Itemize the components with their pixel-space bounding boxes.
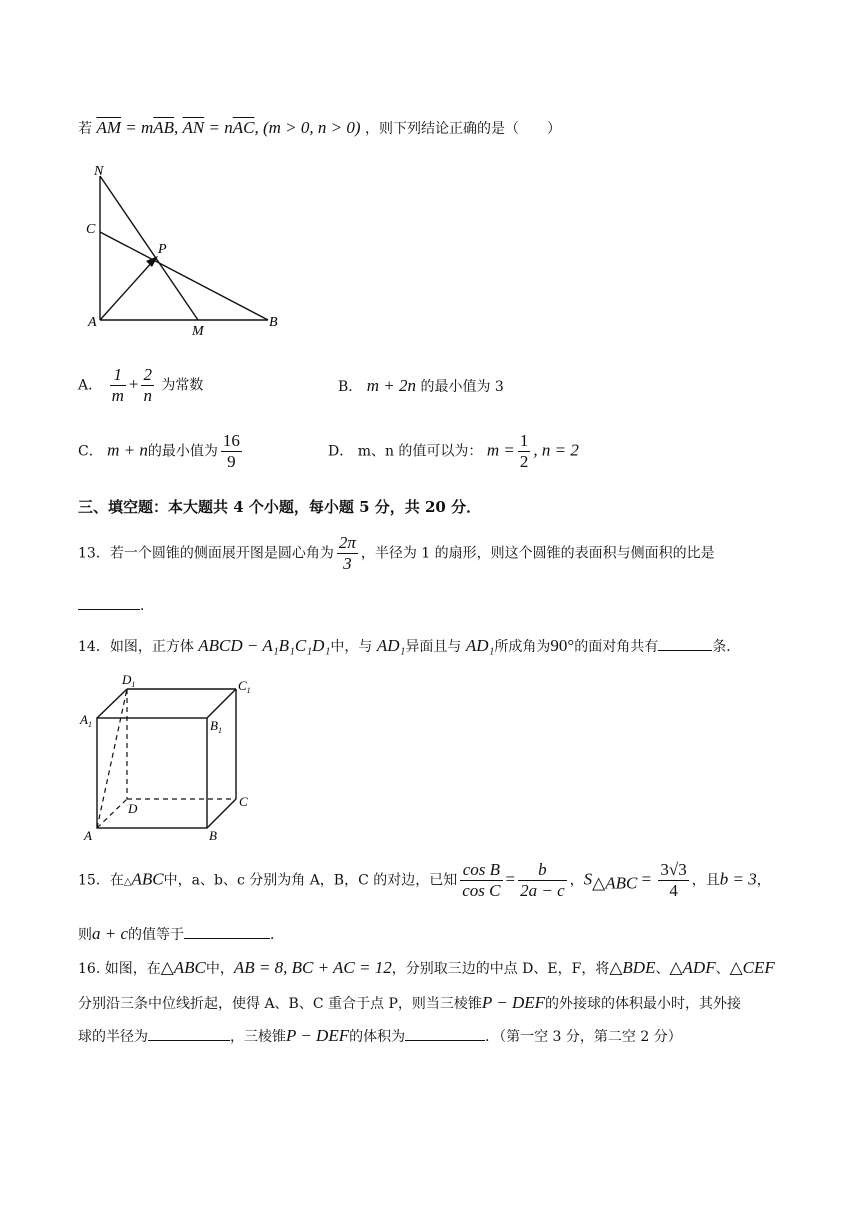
vector-am: $\overline{AM}$ [96,118,121,137]
q14-segment: AD₁ [465,636,495,655]
option-math: , n = 2 [533,440,579,460]
svg-text:D1 [121,672,135,689]
q14-text: 14．如图，正方体 [78,639,194,655]
label-b: B [209,828,217,843]
q14-text: 中，与 [330,639,373,655]
subscript: 1 [131,680,136,689]
q16-math: △ABC [160,958,206,977]
label-d1: D [122,672,132,687]
fraction: $\frac{3√3}{4}$ [660,860,687,900]
question-15: 15．在△ABC中，a、b、c 分别为角 A，B，C 的对边，已知 $\frac{\text{cos B}}{\text{cos C}}$ = $\frac{b}{2a - c}$ ，$S_{\triangle ABC}$ = $\frac{3√3}{4}$ ，且b = 3， [78,860,771,900]
q12-option-d [328,431,579,472]
q14-text: 的面对角共有 [574,639,659,655]
label-p: P [158,242,167,257]
q12-triangle-figure [80,160,290,340]
q12-stem-prefix: 若 [78,121,92,137]
q15-text: 的值等于 [128,927,185,943]
question-16-line-2 [78,993,741,1013]
vector-an: $\overline{AN}$ [182,118,205,137]
q16-math: △CEF [729,958,775,977]
fraction: $\frac{16}{9}$ [222,431,240,471]
q16-text: 球的半径为 [78,1029,148,1045]
option-label: D． [328,443,354,460]
q14-cube-figure [78,672,258,844]
triangle-symbol: △ [123,876,132,888]
label-b1: B [210,718,218,733]
answer-blank[interactable] [184,937,270,939]
fraction: $\frac{2}{n}$ [143,365,152,405]
question-13 [78,533,715,574]
q14-segment: AD₁ [376,636,406,655]
q16-text: 的体积为 [349,1029,406,1045]
fraction: $\frac{1}{m}$ [111,365,124,405]
q16-math: P − DEF [286,1026,350,1045]
q14-text: 异面且与 [405,639,462,655]
q15-text: ， [569,872,584,889]
subscript: 1 [217,726,222,735]
q12-stem-suffix: ，则下列结论正确的是（ ） [364,121,561,137]
question-16-line-1 [78,958,775,978]
answer-blank[interactable] [658,649,712,651]
q16-text: 分别沿三条中位线折起，使得 A、B、C 重合于点 P，则当三棱锥 [78,996,482,1012]
fraction: $\frac{1}{2}$ [519,431,529,471]
area-symbol: S [583,869,593,889]
option-text: m、n 的值可以为： [357,443,483,460]
q16-text: ．（第一空 3 分，第二空 2 分） [485,1029,682,1045]
label-n: N [94,164,104,179]
label-d: D [128,801,138,816]
section-heading: 三、填空题：本大题共 4 个小题，每小题 5 分，共 20 分． [78,498,482,516]
option-label: C． [78,443,103,460]
q15-line-2 [78,924,284,944]
label-b: B [269,315,278,330]
q15-math: b = 3 [719,869,757,889]
equals-sign: = [505,869,516,889]
q14-angle: 90° [550,636,575,655]
option-math: m + 2n [366,376,416,395]
option-math: m = [486,440,515,460]
option-text: 为常数 [161,377,204,394]
q15-math: ABC [131,869,164,889]
svg-text:B1 [210,718,222,735]
fraction: $\frac{2\pi}{3}$ [338,533,356,573]
q12-math: = m [121,118,154,137]
question-14 [78,636,740,656]
q13-end: ． [140,598,154,614]
label-c: C [86,222,96,237]
q12-condition: , (m > 0, n > 0) [254,118,361,137]
vector-ac: $\overline{AC}$ [232,118,255,137]
q12-stem [78,118,561,138]
q15-math: a + c [92,924,129,943]
plus-sign: + [128,374,139,394]
subscript: 1 [246,686,251,695]
q13-suffix: ，半径为 1 的扇形，则这个圆锥的表面积与侧面积的比是 [360,545,715,562]
option-label: A． [78,377,103,394]
svg-text:A1 [79,712,92,729]
q15-text: 15．在 [78,872,124,889]
area-subscript: △ABC [592,873,638,893]
option-label: B． [338,379,363,395]
q14-text: 条． [712,639,741,655]
answer-blank[interactable] [405,1039,485,1041]
fraction: $\frac{b}{2a - c}$ [520,860,565,900]
q16-text: ，分别取三边的中点 D、E，F，将 [391,961,610,977]
q16-math: P − DEF [481,993,545,1012]
q16-text: 16. 如图，在 [78,961,161,977]
label-m: M [192,324,204,339]
answer-blank[interactable] [78,608,140,610]
q15-text: ． [270,927,285,943]
answer-blank[interactable] [148,1039,230,1041]
vector-ab: $\overline{AB}$ [153,118,175,137]
q16-math: AB = 8, BC + AC = 12 [233,958,392,977]
q13-answer-line [78,595,154,615]
label-a: A [88,315,97,330]
q16-text: 、 [655,961,670,977]
q12-option-c [78,431,245,472]
fraction: $\frac{\text{cos B}}{\text{cos C}}$ [462,860,501,900]
q12-math: , [174,118,183,137]
q16-math: △BDE [609,958,656,977]
q15-text: 中，a、b、c 分别为角 A，B，C 的对边，已知 [163,872,458,889]
option-text: 的最小值为 3 [420,379,504,395]
q15-text: ，且 [691,872,720,889]
svg-text:C1 [238,678,251,695]
option-math: m + n [107,440,148,460]
question-16-line-3 [78,1026,682,1046]
subscript: 1 [87,720,92,729]
q15-text: 则 [78,927,92,943]
q12-option-a [78,365,203,406]
option-text: 的最小值为 [147,443,218,460]
label-a: A [84,828,92,843]
q13-prefix: 13．若一个圆锥的侧面展开图是圆心角为 [78,545,334,562]
q16-math: △ADF [669,958,716,977]
q16-text: 的外接球的体积最小时，其外接 [545,996,741,1012]
q14-cube-name: ABCD − A₁B₁C₁D₁ [198,636,331,655]
q12-math: = n [204,118,233,137]
q16-text: 中， [205,961,234,977]
q14-text: 所成角为 [494,639,551,655]
q16-text: 、 [715,961,730,977]
label-a1: A [80,712,88,727]
label-c: C [239,794,248,809]
q12-option-b [338,376,504,396]
q16-text: ，三棱锥 [230,1029,286,1045]
label-c1: C [238,678,247,693]
